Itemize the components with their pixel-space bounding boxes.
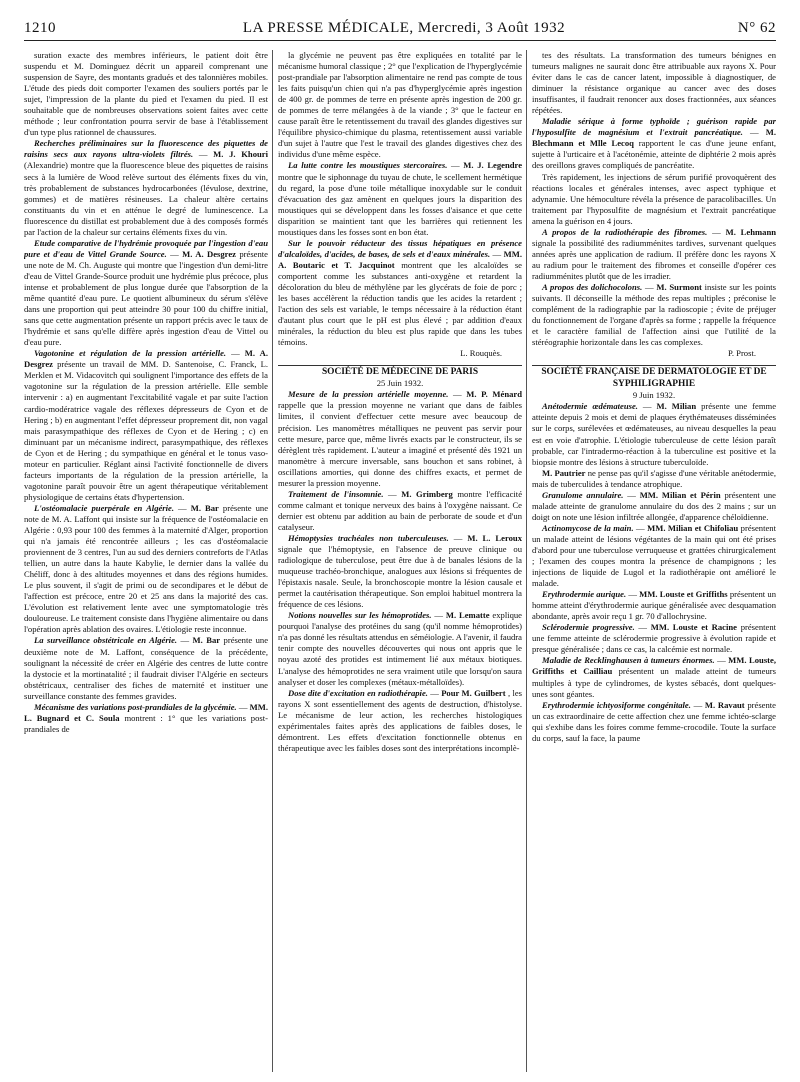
author-name: M. Ravaut	[704, 699, 745, 710]
paragraph: Dose dite d'excitation en radiothérapie. — Pour M. Guilbert , les rayons X sont essentiellement des agents de destruction, d'histolyse. Le mécanisme de leur action, les recherches histologiques expérimentales faites après des applications de faibles doses, le démontrent. Les effets d'excitation fonctionnelle obtenus en thérapeutique avec les faibles doses sont des interprétations incomplè-	[278, 687, 522, 753]
paragraph-text: présente une femme atteinte depuis 2 mois et demi de plaques érythémateuses disséminées sur le corps, surélevées et œdémateuses, au niveau desquelles la peau est en voie d'atrophie. L'étiologie tuberculeuse de cette lésion paraît probable, car l'intradermo-réaction à la tuberculine est positive et la biopsie montre des lésions à structure tuberculoïde.	[532, 401, 776, 467]
author-name: M. Bar	[190, 502, 219, 513]
paragraph	[532, 172, 776, 227]
paragraph-text: montrent : 1° que les variations post-prandiales de	[24, 712, 268, 734]
paragraph: Notions nouvelles sur les hémoprotides. — M. Lematte explique pourquoi l'analyse des protéines du sang (qu'il nomme hémoprotides) n'a pas donné les résultats attendus en séméiologie. A l'avenir, il faudra tenir compte des nouvelles découvertes qui nous ont appris que le noyau azoté des protides est intimement lié aux métaux biotiques. L'analyse des hémoprotides ne sera vraiment utile que lorsqu'on saura analyser et doser les complexes (métaux-métalloïdes).	[278, 610, 522, 687]
paragraph-text: signale la possibilité des radiumménites tardives, survenant quelques années après une application de radium. Il préfère donc les rayons X au radium pour le traitement des fibromes et conseille d'opérer ces radiumménites plutôt que de les irradier.	[532, 237, 776, 281]
author-name: MM. Louste et Racine	[650, 622, 737, 633]
author-name: M. Lehmann	[725, 226, 776, 237]
author-name: M. P. Ménard	[466, 389, 522, 400]
author-name: MM. Louste et Griffiths	[639, 589, 728, 600]
paragraph: Traitement de l'insomnie. — M. Grimberg montre l'efficacité comme calmant et tonique nerveux des bains à l'oxygène naissant. Ce dernier est obtenu par addition au bain de perborate de soude et d'un catalyseur.	[278, 488, 522, 532]
paragraph: A propos des dolichocolons. — M. Surmont insiste sur les points suivants. Il déconseille la méthode des repas multiples ; préconise le complément de la radiographie par la radioscopie ; évite de préjuger du fonctionnement de l'organe d'après sa forme ; rappelle la fréquence et le caractère familial de l'affection ainsi que l'utilité de la stéréographie horizontale dans les cas complexes.	[532, 281, 776, 348]
paragraph-text: Très rapidement, les injections de sérum purifié provoquèrent des réactions locales et générales intenses, avec aspect typhique et adynamie. Une hémoculture révéla la présence de paracolibacilles. Un traitement par l'hyposulfite de magnésium et l'extrait pancréatique amena la guérison en 4 jours.	[532, 171, 776, 226]
article-heading: Granulome annulaire.	[542, 489, 624, 500]
paragraph: Sur le pouvoir réducteur des tissus hépatiques en présence d'alcaloïdes, d'acides, de bases, de sels et d'eaux minérales. — MM. A. Boutaric et T. Jacquinot montrent que les alcaloïdes se comportent comme les substances anti-oxygène et retardent la décoloration du bleu de méthylène par les glycérats de foie de porc ; les bases accélèrent la réduction tandis que les acides la retardent ; l'action des sels est variable, le temps nécessaire à la réduction étant d'autant plus court que le pH est plus élevé ; par addition d'eaux minérales, la réduction du bleu est plus rapide que dans les tubes témoins.	[278, 237, 522, 348]
article-heading: Etude comparative de l'hydrémie provoquée par l'ingestion d'eau pure et d'eau de Vittel Grande Source.	[24, 237, 268, 259]
author-name: M. Blechmann et Mlle Lecoq	[532, 127, 776, 149]
paragraph: Etude comparative de l'hydrémie provoquée par l'ingestion d'eau pure et d'eau de Vittel Grande Source. — M. A. Desgrez présente une note de M. Ch. Auguste qui montre que l'ingestion d'un demi-litre d'eau de Vittel Grande-Source produit une hydrémie plus précoce, plus intense et probablement de plus longue durée que l'absorption de la même quantité d'eau pure. Le quotient albumineux du sérum s'élève dans une proportion qui peut atteindre 30 pour 100 du chiffre initial, sans que cette augmentation présente un rapport précis avec le taux de l'hydrémie et sans qu'elle diffère après ingestion d'eau de Vittel ou d'eau pure.	[24, 237, 268, 348]
paragraph-text: présente un cas extraordinaire de cette affection chez une femme ichtéo-sclarge qui s'exhibe dans les foires comme femme-crocodile. Toute la surface du corps, sauf la face, la paume	[532, 699, 776, 743]
column-divider	[272, 50, 273, 1072]
article-heading: Maladie de Recklinghausen à tumeurs énormes.	[542, 655, 715, 666]
paragraph	[24, 50, 268, 138]
page-number: 1210	[24, 20, 56, 36]
paragraph-text: explique pourquoi l'analyse des protéines du sang (qu'il nomme hémoprotides) n'a pas donné les résultats attendus en séméiologie. A l'avenir, il faudra tenir compte des nouvelles découvertes qui nous ont appris que le noyau azoté des protides est intimement lié aux métaux biotiques. L'analyse des hémoprotides ne sera vraiment utile que lorsqu'on saura analyser et doser les complexes (métaux-métalloïdes).	[278, 610, 522, 687]
author-name: M. Bar	[192, 635, 221, 646]
paragraph-text: présente une deuxième note de M. Laffont, conséquence de la précédente, soulignant la nécessité de créer en Algérie des centres de lutte contre la dystocie et la mortinatalité ; il faudrait diviser l'Algérie en secteurs obstétricaux, centraliser des fiches de maternité et instituer une surveillance constante des femmes gravides.	[24, 635, 268, 701]
article-heading: Recherches préliminaires sur la fluorescence des piquettes de raisins secs aux rayons ultra-violets filtrés.	[24, 138, 268, 160]
author-name: M. Pautrier	[542, 467, 586, 478]
author-name: M. A. Desgrez	[182, 248, 236, 259]
article-heading: Sur le pouvoir réducteur des tissus hépatiques en présence d'alcaloïdes, d'acides, de bases, de sels et d'eaux minérales.	[278, 237, 522, 259]
author-name: MM. L. Bugnard et C. Soula	[24, 701, 268, 723]
paragraph	[532, 50, 776, 116]
article-heading: Notions nouvelles sur les hémoprotides.	[288, 610, 432, 621]
journal-title: LA PRESSE MÉDICALE, Mercredi, 3 Août 1932	[242, 20, 566, 36]
column-2	[278, 50, 522, 1075]
column-1	[24, 50, 268, 1075]
paragraph-text: , les rayons X sont essentiellement des agents de destruction, d'histolyse. Le mécanisme de leur action, les recherches histologiques expérimentales faites après des applications de faibles doses, le démontrent. Les effets d'excitation fonctionnelle obtenus en thérapeutique avec les faibles doses sont des interprétations incomplè-	[278, 687, 522, 753]
paragraph-text: présentent un homme atteint d'érythrodermie aurique généralisée avec desquamation abondante, après avoir reçu 1 gr. 70 d'allochrysine.	[532, 589, 776, 622]
issue-number: N° 62	[737, 20, 776, 36]
section-date: 9 Juin 1932.	[632, 390, 676, 401]
article-heading: Anétodermie œdémateuse.	[542, 401, 638, 412]
paragraph-text: montre que le siphonnage du tuyau de chute, le scellement hermétique du regard, la pose d'une toile métallique inoxydable sur le conduit d'évacuation des gaz amènent en quelques jours la disparition des moustiques qui se développent dans les fosses d'aisance et que cette disparition se maintient tant que les barrières qui retiennent les moustiques dans les fosses sont en bon état.	[278, 171, 522, 237]
article-heading: Vagotonine et régulation de la pression artérielle.	[34, 348, 227, 359]
article-heading: Dose dite d'excitation en radiothérapie.	[288, 687, 428, 698]
article-heading: Sclérodermie progressive.	[542, 622, 635, 633]
author-name: M. Surmont	[656, 281, 702, 292]
paragraph-text: présentent une femme atteinte de sclérodermie progressive à évolution rapide et presque généralisée ; dans ce cas, la calcémie est normale.	[532, 622, 776, 655]
article-heading: Actinomycose de la main.	[542, 522, 634, 533]
author-name: M. Grimberg	[401, 488, 453, 499]
signature: P. Prost.	[728, 348, 756, 359]
paragraph	[532, 468, 776, 490]
paragraph-text: présentent un malade atteint de tumeurs multiples à type de cylindromes, de kystes sébacés, dont quelques-unes sont géantes.	[532, 666, 776, 699]
paragraph-text: rapportent le cas d'une jeune enfant, sujette à l'urticaire et à l'acétonémie, atteinte de diphtérie 2 mois après des oreillons graves compliqués de pancréatite.	[532, 138, 776, 171]
paragraph-text: tes des résultats. La transformation des tumeurs bénignes en tumeurs malignes ne saurait donc être attribuable aux rayons X. Pour éviter dans le cas de cancer latent, impossible à diagnostiquer, de diminuer la résistance organique au cancer avec des doses insuffisantes, il faudrait renoncer aux doses fractionnées, aux séances répétées.	[532, 50, 776, 116]
paragraph: Mécanisme des variations post-prandiales de la glycémie. — MM. L. Bugnard et C. Soula montrent : 1° que les variations post-prandiales de	[24, 701, 268, 734]
author-name: MM. A. Boutaric et T. Jacquinot	[278, 248, 522, 270]
author-name: M. J. Khouri	[213, 149, 268, 160]
article-heading: Hémoptysies trachéales non tuberculeuses.	[288, 532, 449, 543]
column-divider	[526, 50, 527, 1072]
author-name: MM. Milian et Périn	[639, 489, 721, 500]
article-heading: Mesure de la pression artérielle moyenne.	[288, 389, 449, 400]
paragraph: Sclérodermie progressive. — MM. Louste et Racine présentent une femme atteinte de sclérodermie progressive à évolution rapide et presque généralisée ; dans ce cas, la calcémie est normale.	[532, 622, 776, 655]
article-heading: Mécanisme des variations post-prandiales de la glycémie.	[34, 701, 237, 712]
section-title: SOCIÉTÉ DE MÉDECINE DE PARIS	[321, 367, 479, 378]
signature: L. Rouquès.	[460, 348, 502, 359]
author-name: M. Lematte	[445, 610, 490, 621]
paragraph-text: montre l'efficacité comme calmant et tonique nerveux des bains à l'oxygène naissant. Ce dernier est obtenu par addition au bain de perborate de soude et d'un catalyseur.	[278, 488, 522, 532]
paragraph: Granulome annulaire. — MM. Milian et Périn présentent une malade atteinte de granulome annulaire du dos des 2 mains ; sur un doigt on note une lésion infiltrée allongée, d'apparence chéloïdienne.	[532, 489, 776, 522]
paragraph-text: montrent que les alcaloïdes se comportent comme les substances anti-oxygène et retardent la décoloration du bleu de méthylène par les glycérats de foie de porc ; les bases accélèrent la réduction tandis que les acides la retardent ; l'action des sels est variable, le temps nécessaire à la réduction étant d'autant plus court que le pH est plus élevé ; par addition d'eaux minérales, la réduction du bleu est plus rapide que dans les tubes témoins.	[278, 259, 522, 348]
paragraph: Anétodermie œdémateuse. — M. Milian présente une femme atteinte depuis 2 mois et demi de plaques érythémateuses disséminées sur le corps, surélevées et œdémateuses, au niveau desquelles la peau est en voie d'atrophie. L'étiologie tuberculeuse de cette lésion paraît probable, car l'intradermo-réaction à la tuberculine est positive et la biopsie montre des lésions à structure tuberculoïde.	[532, 401, 776, 467]
paragraph-text: présente une note de M. Ch. Auguste qui montre que l'ingestion d'un demi-litre d'eau de Vittel Grande-Source produit une hydrémie plus précoce, plus intense et probablement de plus longue durée que l'absorption de la même quantité d'eau pure. Le quotient albumineux du sérum s'élève dans une proportion qui peut atteindre 30 pour 100 du chiffre initial, sans que cette augmentation présente un rapport précis avec le taux de l'hydrémie et sans qu'elle diffère après ingestion d'eau de Vittel ou d'eau pure.	[24, 248, 268, 348]
paragraph-text: présentent un malade atteint de lésions végétantes de la main qui ont été prises d'abord pour une tuberculose verruqueuse et grattées chirurgicalement ; l'examen des coupes montra la présence de champignons ; les injections de liquide de Lugol et la radiothérapie ont amélioré le malade.	[532, 522, 776, 589]
paragraph	[278, 50, 522, 160]
article-heading: L'ostéomalacie puerpérale en Algérie.	[34, 502, 174, 513]
author-name: Pour M. Guilbert	[441, 687, 506, 698]
paragraph: La surveillance obstétricale en Algérie. — M. Bar présente une deuxième note de M. Laffont, conséquence de la précédente, soulignant la nécessité de créer en Algérie des centres de lutte contre la dystocie et la mortinatalité ; il faudrait diviser l'Algérie en secteurs obstétricaux, centraliser des fiches de maternité et instituer une surveillance constante des femmes gravides.	[24, 635, 268, 701]
author-name: M. A. Desgrez	[24, 348, 268, 370]
paragraph-text: insiste sur les points suivants. Il déconseille la méthode des repas multiples ; préconise le complément de la radiographie par la radioscopie ; évite de préjuger du fonctionnement de l'organe d'après sa forme ; rappelle la fréquence et le caractère familial de l'affection ainsi que l'utilité de la stéréographie horizontale dans les cas complexes.	[532, 281, 776, 348]
author-name: M. Milian	[656, 401, 697, 412]
paragraph: Hémoptysies trachéales non tuberculeuses. — M. L. Leroux signale que l'hémoptysie, en l'absence de preuve clinique ou radiologique de tuberculose, peut être due à de banales lésions de la muqueuse trachéo-bronchique, analogues aux lésions si fréquentes de l'épistaxis nasale. Seule, la bronchoscopie montre la lésion causale et permet la cautérisation thérapeutique. Son emploi habituel montrera la fréquence de ces lésions.	[278, 532, 522, 610]
article-heading: La surveillance obstétricale en Algérie.	[34, 635, 178, 646]
paragraph: Actinomycose de la main. — MM. Milian et Chifoliau présentent un malade atteint de lésions végétantes de la main qui ont été prises d'abord pour une tuberculose verruqueuse et grattées chirurgicalement ; l'examen des coupes montra la présence de champignons ; les injections de liquide de Lugol et la radiothérapie ont amélioré le malade.	[532, 522, 776, 589]
paragraph-text: signale que l'hémoptysie, en l'absence de preuve clinique ou radiologique de tuberculose, peut être due à de banales lésions de la muqueuse trachéo-bronchique, analogues aux lésions si fréquentes de l'épistaxis nasale. Seule, la bronchoscopie montre la lésion causale et permet la cautérisation thérapeutique. Son emploi habituel montrera la fréquence de ces lésions.	[278, 544, 522, 610]
article-heading: Erythrodermie aurique.	[542, 589, 627, 600]
article-heading: A propos des dolichocolons.	[542, 281, 643, 292]
paragraph: Erythrodermie aurique. — MM. Louste et Griffiths présentent un homme atteint d'érythrodermie aurique généralisée avec desquamation abondante, après avoir reçu 1 gr. 70 d'allochrysine.	[532, 589, 776, 622]
paragraph-text: suration exacte des membres inférieurs, le patient doit être suspendu et M. Dominguez décrit un appareil comprenant une suspension de Sayre, des montants gradués et des talonnières mobiles. L'étude des pieds doit comporter l'examen des souliers portés par le sujet, l'impression de la plante du pied et l'examen du pied. Il est souhaitable que de nombreuses observations soient faites avec cette méthode ; leur confrontation pourra servir de base à l'établissement d'un type plus rationnel de chaussures.	[24, 50, 268, 138]
author-name: MM. Milian et Chifoliau	[647, 522, 739, 533]
paragraph: Mesure de la pression artérielle moyenne. — M. P. Ménard rappelle que la pression moyenne ne variant que dans de faibles limites, il convient d'effectuer cette mesure avec beaucoup de précision. Les manomètres métalliques ne peuvent pas servir pour cette mesure, parce que, même livrés exacts par le constructeur, ils se dérèglent très rapidement. L'auteur a imaginé et présenté dès 1921 un manomètre à mercure inversable, sans bouchon et sans robinet, à oscillations amorties, qui donne des chiffres exacts, et permet de mesurer la pression moyenne.	[278, 389, 522, 488]
paragraph: Maladie de Recklinghausen à tumeurs énormes. — MM. Louste, Griffiths et Cailliau présentent un malade atteint de tumeurs multiples à type de cylindromes, de kystes sébacés, dont quelques-unes sont géantes.	[532, 655, 776, 699]
paragraph: Maladie sérique à forme typhoïde ; guérison rapide par l'hyposulfite de magnésium et l'extrait pancréatique. — M. Blechmann et Mlle Lecoq rapportent le cas d'une jeune enfant, sujette à l'urticaire et à l'acétonémie, atteinte de diphtérie 2 mois après des oreillons graves compliqués de pancréatite.	[532, 116, 776, 171]
page-header	[24, 18, 776, 41]
author-name: M. J. Legendre	[463, 160, 522, 171]
article-heading: La lutte contre les moustiques stercoraires.	[288, 160, 448, 171]
article-heading: Traitement de l'insomnie.	[288, 488, 384, 499]
paragraph-text: rappelle que la pression moyenne ne variant que dans de faibles limites, il convient d'effectuer cette mesure avec beaucoup de précision. Les manomètres métalliques ne peuvent pas servir pour cette mesure, parce que, même livrés exacts par le constructeur, ils se dérèglent très rapidement. L'auteur a imaginé et présenté dès 1921 un manomètre à mercure inversable, sans bouchon et sans robinet, à oscillations amorties, qui donne des chiffres exacts, et permet de mesurer la pression moyenne.	[278, 400, 522, 488]
paragraph-text: présentent une malade atteinte de granulome annulaire du dos des 2 mains ; sur un doigt on note une lésion infiltrée allongée, d'apparence chéloïdienne.	[532, 489, 776, 522]
paragraph-text: (Alexandrie) montre que la fluorescence bleue des piquettes de raisins secs à la lumière de Wood relève surtout des éléments fixes du vin, très probablement de substances hydrocarbonées (lévulose, dextrine, gommes) et de matières résineuses. La chaleur altère certains constituants du vin et en atténue le degré de luminescence. La fluorescence du distillat est probablement due à des composés formés par l'action de la chaleur sur certains éléments fixes du vin.	[24, 160, 268, 237]
section-date: 25 Juin 1932.	[376, 378, 424, 389]
article-heading: Erythrodermie ichtyosiforme congénitale.	[542, 699, 691, 710]
paragraph-text: présente une note de M. A. Laffont qui insiste sur la fréquence de l'ostéomalacie en Algérie : 0,93 pour 100 des femmes à la maternité d'Alger, proportion qui n'a jamais été rencontrée ailleurs ; les cas d'ostéomalacie proviennent de 3 centres, l'un au sud des derniers contreforts de l'Atlas tellien, un autre dans la haute Kabylie, le dernier dans la vallée du Chéliff, donc à des altitudes moyennes et dans des régions humides. Le plus souvent, il s'agit de primi ou de secondipares et le début de l'affection est précoce, entre 20 et 25 ans dans la majorité des cas. L'évolution est relativement lente avec une symptomatologie très douloureuse. Le traitement consiste dans l'hygiène alimentaire ou dans l'opération après ablation des ovaires. L'étiologie reste inconnue.	[24, 502, 268, 635]
paragraph: Vagotonine et régulation de la pression artérielle. — M. A. Desgrez présente un travail de MM. D. Santenoise, C. Franck, L. Merklen et M. Vidacovitch qui soulignent l'importance des effets de la vagotonine sur la régulation de la pression artérielle. Elle semble intervenir : a) en augmentant l'excitabilité vagale et par suite l'action cardio-modératrice vagale des réflexes dépresseurs de Cyon et de Hering ; b) en augmentant l'effet dépresseur proprement dit, non vagal mais parasympathique des réflexes de Cyon et de Hering ; c) en diminuant par un mécanisme indirect, parasympathique, des réflexes de Cyon et de Hering ; du sympathique en général et le tonus vaso-moteur en particulier. Réglant ainsi l'activité fonctionnelle de divers facteurs importants de la régulation de la pression artérielle, la vagotonine paraît pouvoir être un agent thérapeutique véritablement physiologique de certains états d'hypertension.	[24, 348, 268, 502]
paragraph-text: ne pense pas qu'il s'agisse d'une véritable anétodermie, mais de tuberculides à tendance atrophique.	[532, 467, 776, 489]
paragraph: Erythrodermie ichtyosiforme congénitale. — M. Ravaut présente un cas extraordinaire de cette affection chez une femme ichtéo-sclarge qui s'exhibe dans les foires comme femme-crocodile. Toute la surface du corps, sauf la face, la paume	[532, 699, 776, 743]
paragraph-text: la glycémie ne peuvent pas être expliquées en totalité par le mécanisme humoral classique ; 2° que l'explication de l'hyperglycémie post-prandiale par l'absorption alimentaire ne rend pas compte de tous les faits puisqu'un chien qui n'a pas d'hyperglycémie après ingestion de 400 gr. de pommes de terre en présente après ingestion de 200 gr. de pommes de terre mélangées à de la viande ; 3° que le facteur en cause paraît être le retentissement du travail des glandes digestives sur l'équilibre physico-chimique du plasma, retentissement aussi variable d'un sujet à l'autre que l'est le travail des glandes digestives chez des individus d'une même espèce.	[278, 50, 522, 160]
paragraph: L'ostéomalacie puerpérale en Algérie. — M. Bar présente une note de M. A. Laffont qui insiste sur la fréquence de l'ostéomalacie en Algérie : 0,93 pour 100 des femmes à la maternité d'Alger, proportion qui n'a jamais été rencontrée ailleurs ; les cas d'ostéomalacie proviennent de 3 centres, l'un au sud des derniers contreforts de l'Atlas tellien, un autre dans la haute Kabylie, le dernier dans la vallée du Chéliff, donc à des altitudes moyennes et dans des régions humides. Le plus souvent, il s'agit de primi ou de secondipares et le début de l'affection est précoce, entre 20 et 25 ans dans la majorité des cas. L'évolution est relativement lente avec une symptomatologie très douloureuse. Le traitement consiste dans l'hygiène alimentaire ou dans l'opération après ablation des ovaires. L'étiologie reste inconnue.	[24, 502, 268, 635]
paragraph: Recherches préliminaires sur la fluorescence des piquettes de raisins secs aux rayons ultra-violets filtrés. — M. J. Khouri (Alexandrie) montre que la fluorescence bleue des piquettes de raisins secs à la lumière de Wood relève surtout des éléments fixes du vin, très probablement de substances hydrocarbonées (lévulose, dextrine, gommes) et de matières résineuses. La chaleur altère certains constituants du vin et en atténue le degré de luminescence. La fluorescence du distillat est probablement due à des composés formés par l'action de la chaleur sur certains éléments fixes du vin.	[24, 138, 268, 237]
column-3	[532, 50, 776, 1075]
paragraph-text: présente un travail de MM. D. Santenoise, C. Franck, L. Merklen et M. Vidacovitch qui soulignent l'importance des effets de la vagotonine sur la régulation de la pression artérielle. Elle semble intervenir : a) en augmentant l'excitabilité vagale et par suite l'action cardio-modératrice vagale des réflexes dépresseurs de Cyon et de Hering ; b) en augmentant l'effet dépresseur proprement dit, non vagal mais parasympathique des réflexes de Cyon et de Hering ; c) en diminuant par un mécanisme indirect, parasympathique, des réflexes de Cyon et de Hering ; du sympathique en général et le tonus vaso-moteur en particulier. Réglant ainsi l'activité fonctionnelle de divers facteurs importants de la régulation de la pression artérielle, la vagotonine paraît pouvoir être un agent thérapeutique véritablement physiologique de certains états d'hypertension.	[24, 359, 268, 502]
paragraph: La lutte contre les moustiques stercoraires. — M. J. Legendre montre que le siphonnage du tuyau de chute, le scellement hermétique du regard, la pose d'une toile métallique inoxydable sur le conduit d'évacuation des gaz amènent en quelques jours la disparition des moustiques qui se développent dans les fosses d'aisance et que cette disparition se maintient tant que les barrières qui retiennent les moustiques dans les fosses sont en bon état.	[278, 160, 522, 237]
section-title: SOCIÉTÉ FRANÇAISE DE DERMATOLOGIE ET DE SYPHILIGRAPHIE	[541, 367, 767, 390]
paragraph: A propos de la radiothérapie des fibromes. — M. Lehmann signale la possibilité des radiumménites tardives, survenant quelques années après une application de radium. Il préfère donc les rayons X au radium pour le traitement des fibromes et conseille d'opérer ces radiumménites plutôt que de les irradier.	[532, 226, 776, 281]
article-heading: Maladie sérique à forme typhoïde ; guérison rapide par l'hyposulfite de magnésium et l'extrait pancréatique.	[532, 116, 776, 138]
article-heading: A propos de la radiothérapie des fibromes.	[542, 226, 708, 237]
author-name: MM. Louste, Griffiths et Cailliau	[532, 655, 776, 677]
author-name: M. L. Leroux	[467, 532, 522, 543]
